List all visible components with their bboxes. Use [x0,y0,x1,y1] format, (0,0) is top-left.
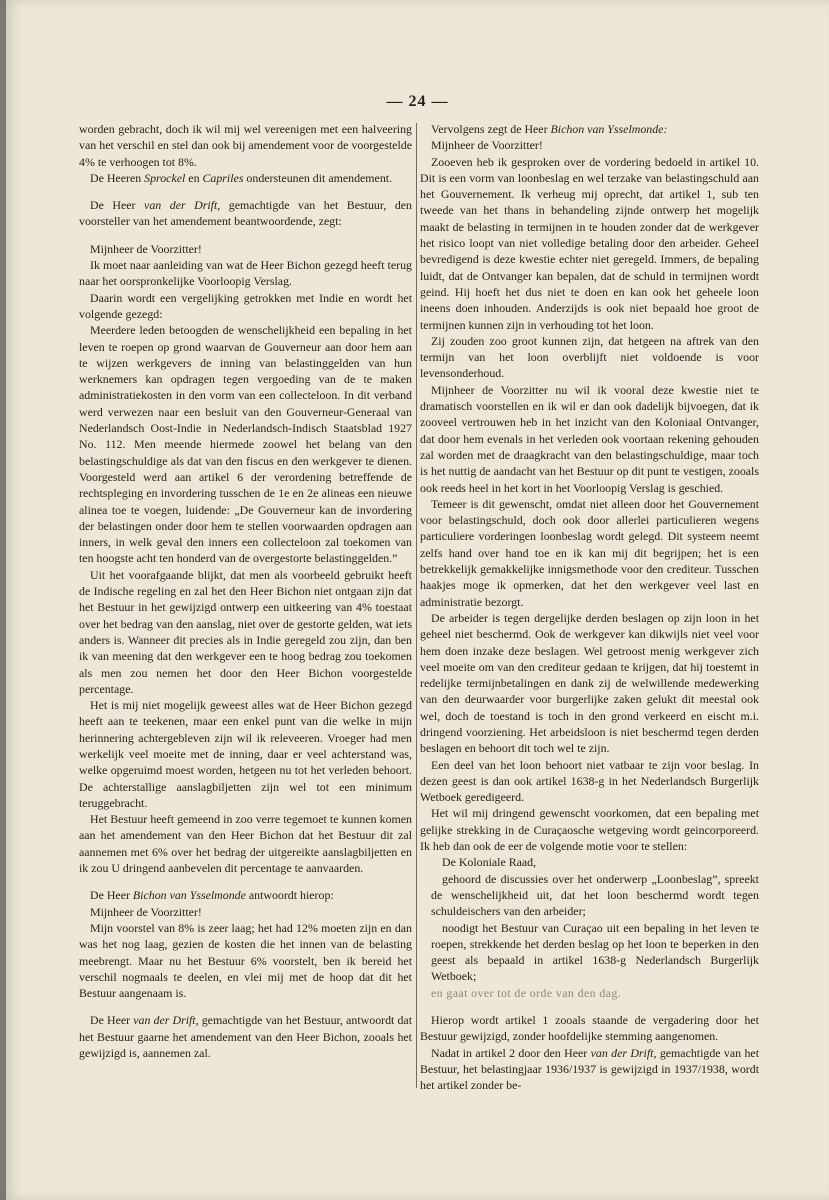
paragraph: De Heeren Sprockel en Capriles ondersteunen dit amendement. [90,170,393,185]
salutation: Mijnheer de Voorzitter! [90,241,202,256]
paragraph: Zooeven heb ik gesproken over de vordering bedoeld in artikel 10. Dit is een vorm van loonbeslag en wel terzake van belastingschuld aan het Gouvernement. Ik verheug mij oprecht, dat artikel 1, sub ten tweede van het thans in behandeling zijnde ontwerp het mogelijk maakt de belasting in termijnen in te houden zonder dat de werkgever het risico loopt van niet volledige betaling door den arbeider. Geheel bevredigend is deze kwestie echter niet geregeld. Immers, de bepaling luidt, dat de Ontvanger kan bepalen, dat de schuld in termijnen wordt geind. Hij hoeft het dus niet te doen en kan ook het geheele loon ineens doen inhouden. Anderzijds is ook niet bepaald hoe groot de termijnen kunnen zijn in verhouding tot het loon. [420,154,759,332]
motion-closing: en gaat over tot de orde van den dag. [431,985,622,1000]
left-column [79,121,412,1061]
motion-text: gehoord de discussies over het onderwerp „Loonbeslag”, spreekt de wenschelijkheid uit, dat het loon beschermd wordt tegen schuldeischers van den arbeider; [431,871,759,919]
paragraph: De Heer Bichon van Ysselmonde antwoordt hierop: [90,888,334,903]
paragraph: Uit het voorafgaande blijkt, dat men als voorbeeld gebruikt heeft de Indische regeling en zal het den Heer Bichon niet ontgaan zijn dat het Bestuur in het gewijzigd ontwerp een uitkeering van 4% toestaat over het bedrag van den aanslag, niet over de gestorte gelden, wat iets anders is. Wanneer dit precies als in Indie geregeld zou zijn, dan ben ik van meening dat den werkgever een te hoog bedrag zou toekomen als men zou nemen het door den Heer Bichon voorgestelde percentage. [79,567,412,696]
paragraph: Het wil mij dringend gewenscht voorkomen, dat een bepaling met gelijke strekking in de Curaçaosche wetgeving wordt geincorporeerd. Ik heb dan ook de eer de volgende motie voor te stellen: [420,806,759,854]
motion-text: noodigt het Bestuur van Curaçao uit een bepaling in het leven te roepen, strekkende het derden beslag op het loon te beperken in den geest als bepaald in artikel 1638-g Nederlandsch Burgerlijk Wetboek; [431,920,759,984]
document-page [6,0,829,1200]
paragraph: Het Bestuur heeft gemeend in zoo verre tegemoet te kunnen komen aan het amendement van den Heer Bichon dat het Bestuur dit zal aannemen met 6% over het bedrag der uitgereikte aanslagbiljetten en ik zou U dringend aanbevelen dit percentage te aanvaarden. [79,812,412,876]
paragraph: Een deel van het loon behoort niet vatbaar te zijn voor beslag. In dezen geest is dan ook artikel 1638-g in het Nederlandsch Burgerlijk Wetboek geredigeerd. [420,757,759,805]
paragraph: worden gebracht, doch ik wil mij wel vereenigen met een halveering van het verschil en stel dan ook bij amendement voor de voorgestelde 4% te verhoogen tot 8%. [79,122,412,169]
paragraph: De Heer van der Drift, gemachtigde van het Bestuur, den voorsteller van het amendement beantwoordende, zegt: [79,198,412,229]
salutation: Mijnheer de Voorzitter! [90,904,202,919]
paragraph: De arbeider is tegen dergelijke derden beslagen op zijn loon in het geheel niet beschermd. Ook de werkgever kan dikwijls niet veel voor hem doen inzake deze beslagen. Wel getroost menig werkgever zich veel moeite om van den crediteur gedaan te krijgen, dat hij toestemt in redelijke termijnbetalingen en dank zij de welwillende medewerking van den deurwaarder voor burgerlijke zaken gelukt dit meestal ook wel, doch de toestand is toch in den grond verkeerd en eischt m.i. dringend voorziening. Het arbeidsloon is niet beschermd tegen derden beslagen en behoort dit toch wel te zijn. [420,610,759,756]
paragraph: Mijn voorstel van 8% is zeer laag; het had 12% moeten zijn en dan was het nog laag, gezien de kosten die het innen van de belasting meebrengt. Maar nu het Bestuur 6% voorstelt, ben ik bereid het verschil nogmaals te deelen, en vlei mij met de hoop dat dit het Bestuur aangenaam is. [79,920,412,1001]
paragraph: De Heer van der Drift, gemachtigde van het Bestuur, antwoordt dat het Bestuur gaarne het amendement van den Heer Bichon, zooals het gewijzigd is, aannemen zal. [79,1013,412,1061]
right-column [420,121,759,1094]
paragraph: Vervolgens zegt de Heer Bichon van Ysselmonde: [431,122,668,136]
motion-heading: De Koloniale Raad, [442,855,537,870]
paragraph: Temeer is dit gewenscht, omdat niet alleen door het Gouvernement voor belastingschuld, doch ook door allerlei particulieren wegens particuliere vorderingen loonbeslag wordt gelegd. Dit systeem neemt zelfs hand over hand toe en ik kan mij dit begrijpen; het is een betrekkelijk gemakkelijke innigsmethode voor den crediteur. Tusschen haakjes moge ik opmerken, dat het den werkgever veel last en administratie bezorgt. [420,496,759,609]
paragraph: Zij zouden zoo groot kunnen zijn, dat hetgeen na aftrek van den termijn van het loon overblijft niet voldoende is voor levensonderhoud. [420,333,759,381]
paragraph: Meerdere leden betoogden de wenschelijkheid een bepaling in het leven te roepen op grond waarvan de Gouverneur aan door hem aan te wijzen werkgevers de inning van belastinggelden van hun werknemers kan opdragen tegen vergoeding van de te maken administratiekosten in den vorm van een collecteloon. In dit verband werd verwezen naar een besluit van den Gouverneur-Generaal van Nederlandsch Oost-Indie in Nederlandsch-Indisch Staatsblad 1927 No. 112. Men meende hiermede zoowel het belang van den belastingschuldige als dat van den fiscus en den werkgever te dienen. Voorgesteld werd aan artikel 6 der verordening betreffende de rechtspleging en invordering tusschen de 1e en 2e alineas een nieuwe alinea toe te voegen, luidende: „De Gouverneur kan de invordering der belastingen onder door hem te stellen voorwaarden opdragen aan inners, in welk geval den inners een collecteloon zal toekomen van ten hoogste acht ten honderd van de overgestorte belastinggelden.” [79,323,412,566]
paragraph: Nadat in artikel 2 door den Heer van der Drift, gemachtigde van het Bestuur, het belastingjaar 1936/1937 is gewijzigd in 1937/1938, wordt het artikel zonder be- [420,1045,759,1093]
paragraph: Mijnheer de Voorzitter nu wil ik vooral deze kwestie niet te dramatisch voorstellen en ik wil er dan ook dadelijk bijvoegen, dat ik zooveel vertrouwen heb in het inzicht van den Koloniaal Ontvanger, dat door hem evenals in het verleden ook voortaan rekening gehouden zal worden met de draagkracht van den belastingschuldige, maar toch is het nuttig de aandacht van het Bestuur op dit punt te vestigen, zooals ook reeds heel in het kort in het Voorloopig Verslag is geschied. [420,382,759,495]
paragraph: Daarin wordt een vergelijking getrokken met Indie en wordt het volgende gezegd: [79,290,412,321]
column-divider [416,123,417,1088]
paragraph: Het is mij niet mogelijk geweest alles wat de Heer Bichon gezegd heeft aan te teekenen, maar een enkel punt van die welke in mijn herinnering achtergebleven zijn wil ik releveeren. Vroeger had men werkelijk veel moeite met de inning, daar er veel achterstand was, welke opgeruimd moest worden, hetgeen nu tot het verleden behoort. De achterstallige aanslagbiljetten zijn wel tot een minimum teruggebracht. [79,698,412,810]
paragraph: Ik moet naar aanleiding van wat de Heer Bichon gezegd heeft terug naar het oorspronkelijke Voorloopig Verslag. [79,258,412,289]
salutation: Mijnheer de Voorzitter! [431,138,543,153]
page-number: — 24 — [386,93,449,110]
paragraph: Hierop wordt artikel 1 zooals staande de vergadering door het Bestuur gewijzigd, zonder hoofdelijke stemming aangenomen. [420,1013,759,1044]
